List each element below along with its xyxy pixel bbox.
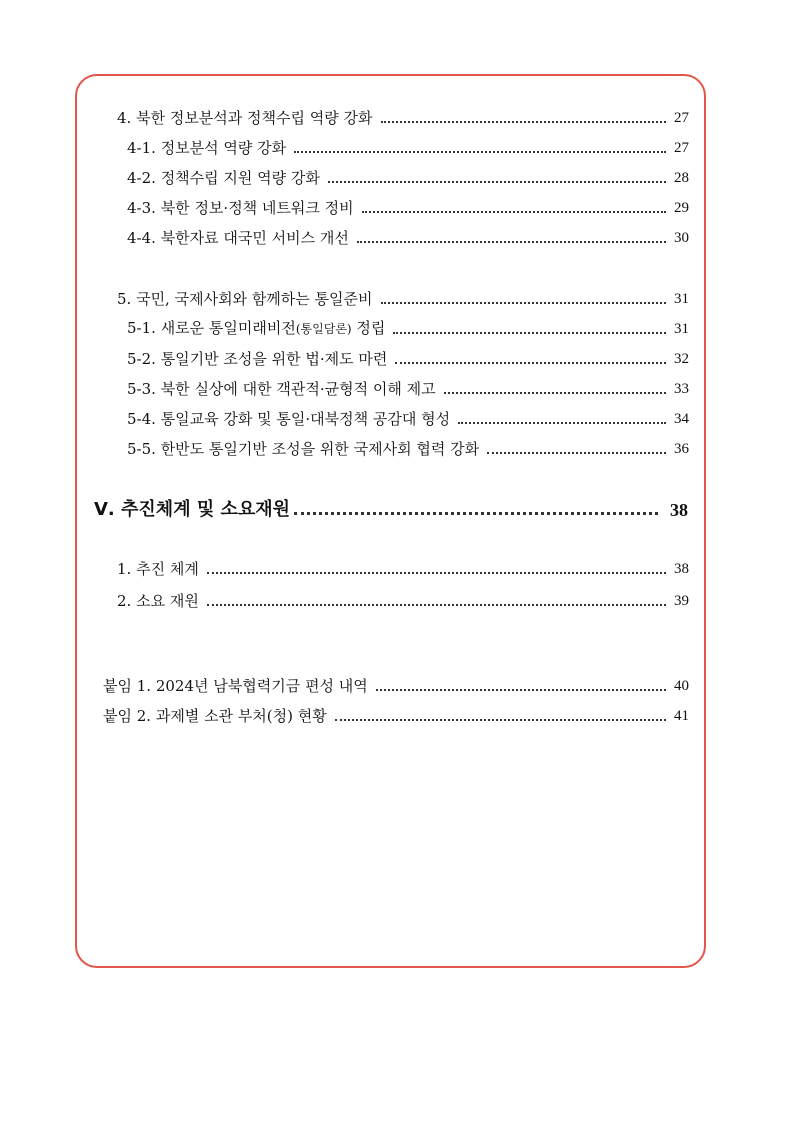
dot-leader <box>335 719 666 721</box>
toc-entry-appendix-1[interactable] <box>103 676 689 696</box>
toc-entry-label: 5-3. 북한 실상에 대한 객관적·균형적 이해 제고 <box>127 380 436 398</box>
toc-page-number: 30 <box>674 230 689 246</box>
dot-leader <box>395 362 666 364</box>
toc-entry-section-4[interactable] <box>117 108 689 128</box>
toc-entry-5-4[interactable] <box>127 409 689 429</box>
toc-entry-4-1[interactable] <box>127 138 689 158</box>
toc-page-number: 38 <box>670 500 688 520</box>
toc-chapter-label: Ⅴ. 추진체계 및 소요재원 <box>94 499 291 520</box>
toc-page-number: 31 <box>674 321 689 337</box>
toc-page-number: 27 <box>674 110 689 126</box>
dot-leader <box>362 211 666 213</box>
toc-entry-section-5[interactable] <box>117 289 689 309</box>
dot-leader <box>458 422 666 424</box>
dot-leader <box>487 452 666 454</box>
toc-entry-appendix-2[interactable] <box>103 706 689 726</box>
toc-entry-5-3[interactable] <box>127 379 689 399</box>
toc-entry-label: 4. 북한 정보분석과 정책수립 역량 강화 <box>117 109 373 127</box>
toc-page-number: 27 <box>674 140 689 156</box>
toc-entry-label: 5-5. 한반도 통일기반 조성을 위한 국제사회 협력 강화 <box>127 440 480 458</box>
toc-entry-4-3[interactable] <box>127 198 689 218</box>
dot-leader <box>328 181 666 183</box>
toc-entry-label: 1. 추진 체계 <box>117 560 199 578</box>
toc-entry-5-5[interactable] <box>127 439 689 459</box>
toc-page-number: 39 <box>674 593 689 609</box>
toc-page-number: 38 <box>674 561 689 577</box>
toc-page-number: 41 <box>674 708 689 724</box>
toc-page-number: 36 <box>674 441 689 457</box>
dot-leader <box>376 689 666 691</box>
toc-entry-label: 2. 소요 재원 <box>117 592 199 610</box>
toc-entry-label: 4-2. 정책수립 지원 역량 강화 <box>127 169 320 187</box>
toc-entry-label: 5-2. 통일기반 조성을 위한 법·제도 마련 <box>127 350 388 368</box>
toc-entry-label: 붙임 2. 과제별 소관 부처(청) 현황 <box>103 707 327 725</box>
toc-entry-label: 붙임 1. 2024년 남북협력기금 편성 내역 <box>103 677 368 695</box>
dot-leader <box>294 151 666 153</box>
dot-leader <box>357 241 666 243</box>
dot-leader <box>381 121 666 123</box>
toc-page-number: 40 <box>674 678 689 694</box>
toc-page-number: 32 <box>674 351 689 367</box>
toc-page-number: 34 <box>674 411 689 427</box>
toc-page-number: 28 <box>674 170 689 186</box>
toc-entry-5-2[interactable] <box>127 349 689 369</box>
dot-leader <box>207 572 666 574</box>
toc-entry-4-4[interactable] <box>127 228 689 248</box>
toc-entry-ch5-1[interactable] <box>117 559 689 579</box>
dot-leader <box>207 604 666 606</box>
toc-entry-label: 5. 국민, 국제사회와 함께하는 통일준비 <box>117 290 373 308</box>
dot-leader <box>444 392 666 394</box>
toc-entry-chapter-5[interactable] <box>94 497 688 523</box>
toc-entry-label-note: (통일담론) <box>295 322 352 336</box>
toc-page-number: 33 <box>674 381 689 397</box>
toc-entry-label <box>127 318 385 339</box>
toc-page-number: 29 <box>674 200 689 216</box>
toc-entry-label: 4-4. 북한자료 대국민 서비스 개선 <box>127 229 349 247</box>
toc-entry-label-main: 5-1. 새로운 통일미래비전 <box>127 319 296 337</box>
toc-entry-ch5-2[interactable] <box>117 591 689 611</box>
toc-entry-5-1[interactable] <box>127 319 689 339</box>
toc-entry-label: 5-4. 통일교육 강화 및 통일·대북정책 공감대 형성 <box>127 410 451 428</box>
dot-leader <box>294 512 658 515</box>
toc-entry-label-tail: 정립 <box>351 319 386 337</box>
toc-entry-label: 4-1. 정보분석 역량 강화 <box>127 139 287 157</box>
toc-entry-4-2[interactable] <box>127 168 689 188</box>
dot-leader <box>393 332 666 334</box>
toc-page-number: 31 <box>674 291 689 307</box>
toc-entry-label: 4-3. 북한 정보·정책 네트워크 정비 <box>127 199 354 217</box>
dot-leader <box>381 302 666 304</box>
